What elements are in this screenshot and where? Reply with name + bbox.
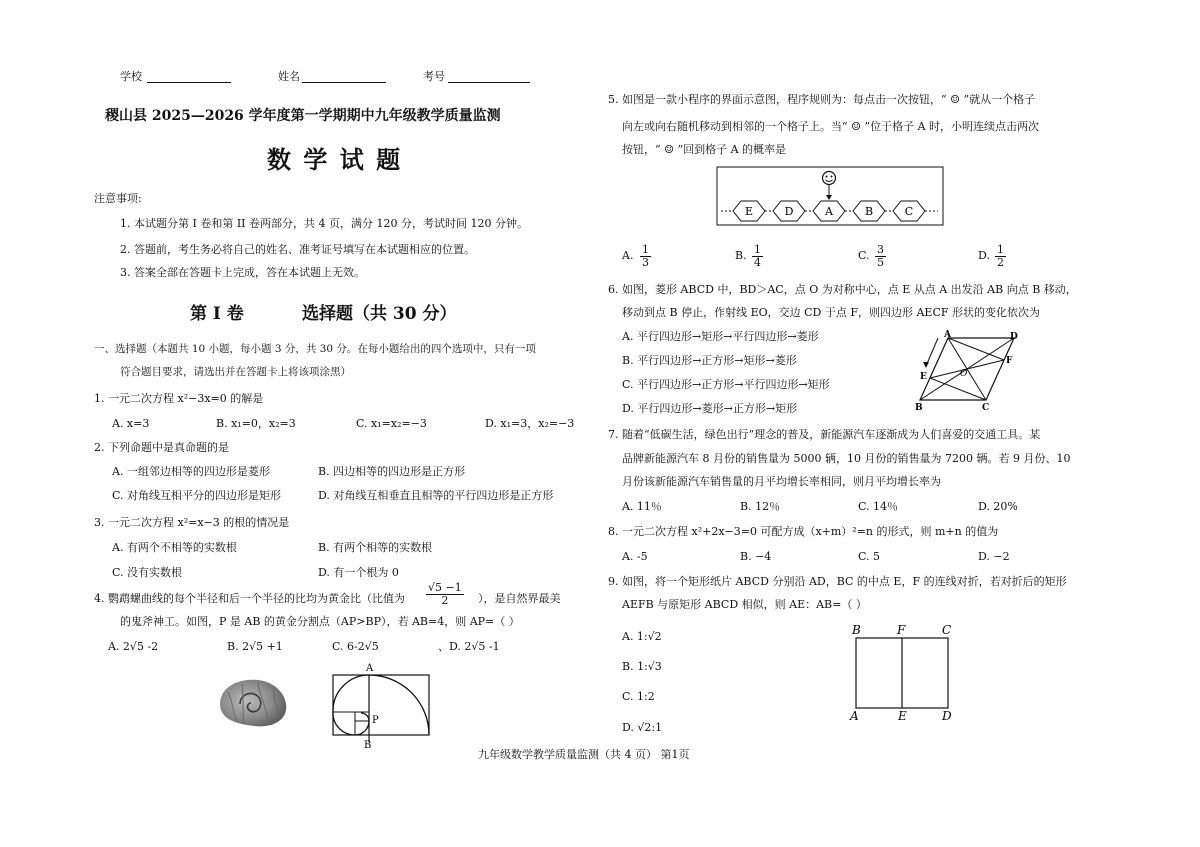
- fig-label: E: [920, 372, 927, 382]
- q8-option-b: B. −4: [740, 550, 772, 563]
- q6-option-c: C. 平行四边形→正方形→平行四边形→矩形: [622, 378, 830, 391]
- fig-label-p: P: [372, 715, 379, 726]
- fig-label: A: [944, 330, 951, 340]
- question-7-line: 品牌新能源汽车 8 月份的销售量为 5000 辆，10 月份的销售量为 7200 辆。若 9 月份、10: [622, 452, 1071, 465]
- question-2-stem: 2. 下列命题中是真命题的是: [94, 441, 229, 454]
- grid-cell-label: A: [825, 205, 833, 218]
- q7-option-c: C. 14％: [858, 500, 899, 513]
- q4-option-d: 、D. 2√5 -1: [438, 640, 500, 653]
- q9-option-a: A. 1:√2: [622, 630, 662, 643]
- fig-label: F: [1006, 356, 1013, 366]
- subject-title: 数 学 试 题: [267, 145, 403, 174]
- section-title-right: 选择题（共 30 分）: [302, 304, 457, 324]
- exam-title: 稷山县 2025—2026 学年度第一学期期中九年级教学质量监测: [105, 108, 501, 124]
- q5-option-d-fraction: $\frac{1}{2}$: [997, 243, 1004, 269]
- question-5-line: 向左或向右随机移动到相邻的一个格子上。当“ ☺ ”位于格子 A 时，小明连续点击两次: [622, 120, 1040, 133]
- q7-option-b: B. 12％: [740, 500, 781, 513]
- grid-cell-d: [773, 201, 805, 221]
- rhombus-figure: [910, 330, 1022, 412]
- fig-label: D: [1010, 332, 1018, 342]
- q4-stem-part: 的鬼斧神工。如图，P 是 AB 的黄金分割点（AP>BP），若 AB=4，则 AP=（ ）: [120, 615, 520, 628]
- q4-option-c: C. 6-2√5: [332, 640, 379, 653]
- q4-stem-part: ），是自然界最美: [478, 592, 561, 605]
- grid-cell-e: [733, 201, 765, 221]
- q5-option-b: B.: [735, 249, 747, 262]
- question-9-line: AEFB 与原矩形 ABCD 相似，则 AE：AB=（ ）: [622, 598, 867, 611]
- name-label: 姓名: [278, 70, 300, 83]
- note-item: 2. 答题前，考生务必将自己的姓名、准考证号填写在本试题相应的位置。: [120, 243, 475, 256]
- q8-option-a: A. -5: [622, 550, 648, 563]
- exam-no-label: 考号: [423, 70, 445, 83]
- q5-option-b-fraction: $\frac{1}{4}$: [754, 243, 761, 269]
- q8-option-c: C. 5: [858, 550, 881, 563]
- grid-cell-label: C: [904, 205, 914, 218]
- question-5-line: 按钮，“ ☺ ”回到格子 A 的概率是: [622, 143, 787, 156]
- q5-option-a-fraction: $\frac{1}{3}$: [642, 243, 649, 269]
- question-6-line: 6. 如图，菱形 ABCD 中，BD＞AC，点 O 为对称中心，点 E 从点 A 出发沿 AB 向点 B 移动，: [608, 283, 1077, 296]
- q2-option-a: A. 一组邻边相等的四边形是菱形: [112, 465, 270, 478]
- q7-option-d: D. 20%: [978, 500, 1018, 513]
- smiley-icon: [823, 172, 836, 185]
- q2-option-c: C. 对角线互相平分的四边形是矩形: [112, 489, 282, 502]
- grid-cell-label: B: [864, 205, 874, 218]
- notes-heading: 注意事项:: [94, 192, 142, 205]
- question-4-stem: [94, 592, 405, 606]
- exam-no-blank[interactable]: [448, 70, 530, 83]
- q5-option-d: D.: [978, 249, 990, 262]
- q1-option-a: A. x=3: [112, 417, 150, 430]
- question-8-stem: 8. 一元二次方程 x²+2x−3=0 可配方成（x+m）²=n 的形式，则 m+n 的值为: [608, 525, 999, 538]
- grid-cell-b: [853, 201, 885, 221]
- q2-option-d: D. 对角线互相垂直且相等的平行四边形是正方形: [318, 489, 554, 502]
- question-3-stem: 3. 一元二次方程 x²=x−3 的根的情况是: [94, 516, 290, 529]
- golden-spiral-figure: [326, 660, 436, 748]
- fig-label: D: [942, 709, 952, 722]
- school-blank[interactable]: [147, 70, 231, 83]
- question-5-line: 5. 如图是一款小程序的界面示意图，程序规则为：每点击一次按钮，“ ☺ ”就从一个格子: [608, 93, 1036, 106]
- fig-label: B: [852, 623, 861, 637]
- question-6-line: 移动到点 B 停止，作射线 EO，交边 CD 于点 F，则四边形 AECF 形状的变化依次为: [622, 306, 1040, 319]
- question-7-line: 7. 随着“低碳生活，绿色出行”理念的普及，新能源汽车逐渐成为人们喜爱的交通工具。某: [608, 428, 1041, 441]
- fig-label: B: [915, 403, 923, 412]
- school-label: 学校: [120, 70, 142, 83]
- part1-instructions: 符合题目要求，请选出并在答题卡上将该项涂黑）: [120, 366, 351, 378]
- folded-rectangle-figure: [846, 622, 956, 722]
- fig-label-a: A: [366, 663, 374, 674]
- grid-cell-label: E: [744, 205, 754, 218]
- note-item: 3. 答案全部在答题卡上完成，答在本试题上无效。: [120, 266, 365, 279]
- q4-option-a: A. 2√5 -2: [108, 640, 159, 653]
- fig-label: O: [960, 369, 968, 379]
- note-item: 1. 本试题分第 I 卷和第 II 卷两部分，共 4 页，满分 120 分，考试时间 120 分钟。: [120, 217, 528, 230]
- q1-option-c: C. x₁=x₂=−3: [356, 417, 427, 430]
- q4-stem-part: 4. 鹦鹉螺曲线的每个半径和后一个半径的比均为黄金比（比值为: [94, 592, 405, 605]
- fig-label: E: [898, 709, 907, 722]
- grid-cell-label: D: [784, 205, 794, 218]
- fig-label: C: [942, 623, 952, 637]
- q9-option-c: C. 1:2: [622, 690, 655, 703]
- fig-label: A: [850, 709, 859, 722]
- grid-game-diagram: [716, 165, 944, 227]
- fraction-numerator: √5 −1: [428, 581, 462, 594]
- page-footer: 九年级数学教学质量监测（共 4 页） 第1页: [478, 748, 690, 761]
- arrow-down-icon: [826, 195, 832, 200]
- q6-option-d: D. 平行四边形→菱形→正方形→矩形: [622, 402, 798, 415]
- q7-option-a: A. 11％: [622, 500, 662, 513]
- q4-option-b: B. 2√5 +1: [227, 640, 283, 653]
- q3-option-a: A. 有两个不相等的实数根: [112, 541, 237, 554]
- question-1-stem: 1. 一元二次方程 x²−3x=0 的解是: [94, 392, 264, 405]
- q9-option-b: B. 1:√3: [622, 660, 662, 673]
- q2-option-b: B. 四边相等的四边形是正方形: [318, 465, 466, 478]
- name-blank[interactable]: [302, 70, 386, 83]
- q5-option-a: A.: [622, 249, 634, 262]
- golden-ratio-fraction: [426, 582, 464, 607]
- q3-option-b: B. 有两个相等的实数根: [318, 541, 433, 554]
- question-7-line: 月份该新能源汽车销售量的月平均增长率相同，则月平均增长率为: [622, 475, 941, 488]
- q5-option-c: C.: [858, 249, 870, 262]
- fraction-denominator: 2: [441, 594, 449, 607]
- part1-instructions: 一、选择题（本题共 10 小题，每小题 3 分，共 30 分。在每小题给出的四个选项中，只有一项: [94, 343, 536, 355]
- q6-option-a: A. 平行四边形→矩形→平行四边形→菱形: [622, 330, 819, 343]
- q3-option-c: C. 没有实数根: [112, 566, 183, 579]
- q6-option-b: B. 平行四边形→正方形→矩形→菱形: [622, 354, 797, 367]
- fig-label-b: B: [364, 740, 372, 748]
- grid-cell-c: [893, 201, 925, 221]
- fig-label: F: [897, 623, 906, 637]
- section-title-left: 第 I 卷: [190, 304, 244, 324]
- fig-label: C: [982, 403, 990, 412]
- q1-option-b: B. x₁=0，x₂=3: [216, 417, 296, 430]
- q1-option-d: D. x₁=3，x₂=−3: [485, 417, 575, 430]
- q9-option-d: D. √2:1: [622, 721, 663, 734]
- question-9-line: 9. 如图，将一个矩形纸片 ABCD 分别沿 AD，BC 的中点 E，F 的连线对折，若对折后的矩形: [608, 575, 1067, 588]
- q8-option-d: D. −2: [978, 550, 1010, 563]
- nautilus-shell-image: [214, 674, 290, 730]
- grid-cell-a: [813, 201, 845, 221]
- arrow-icon: [923, 362, 929, 368]
- q5-option-c-fraction: $\frac{3}{5}$: [877, 243, 884, 269]
- q3-option-d: D. 有一个根为 0: [318, 566, 399, 579]
